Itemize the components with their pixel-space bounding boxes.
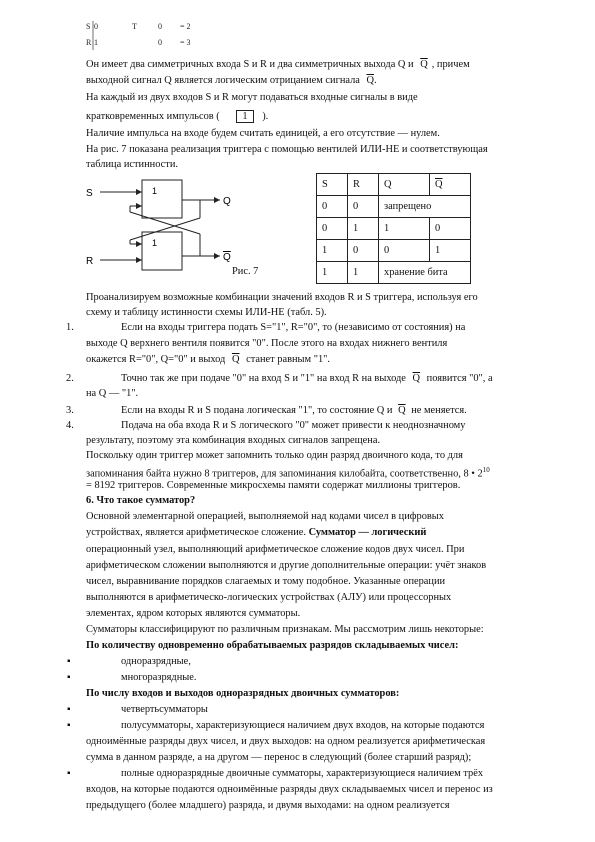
top-table-fragment: S 0 T 0 = 2 — [86, 22, 191, 31]
list-number-4: 4. — [66, 420, 74, 431]
memory-line-3: = 8192 триггеров. Современные микросхемы памяти содержат миллионы триггеров. — [86, 480, 461, 491]
item4-line-2: результату, поэтому эта комбинация входных сигналов запрещена. — [86, 435, 381, 446]
adder-line-7: элементах, ядром которых являются сумматоры. — [86, 608, 301, 619]
bullet-item-5-line-2: входов, на которые подаются одноимённые разряды двух складываемых чисел и перенос из — [86, 784, 493, 795]
q-bar-symbol: $\overline{Q}$ — [412, 373, 421, 384]
list-number-1: 1. — [66, 322, 74, 333]
list-number-2: 2. — [66, 373, 74, 384]
q-bar-symbol: $\overline{Q}$ — [398, 405, 406, 416]
analysis-line-1: Проанализируем возможные комбинации значений входов R и S триггера, используя его — [86, 292, 478, 303]
bullet-item-5-line-1: полные одноразрядные двоичные сумматоры, характеризующиеся наличием трёх — [121, 768, 484, 779]
bullet-icon: ▪ — [67, 704, 71, 715]
item1-line-3: окажется R="0", Q="0" и выход $\overline{Q}$ станет равным "1". — [86, 354, 330, 365]
table-row: 0 1 1 0 — [317, 218, 471, 240]
top-table-fragment-row2: R 1 0 = 3 — [86, 38, 191, 47]
pulse-symbol: 1 — [236, 110, 253, 123]
item2-line-2: на Q — "1". — [86, 388, 139, 399]
bullet-icon: ▪ — [67, 720, 71, 731]
gate-bottom-label: 1 — [152, 238, 158, 248]
intro-line-3: На каждый из двух входов S и R могут подаваться входные сигналы в виде — [86, 92, 418, 103]
q-bar-symbol: $\overline{Q}$ — [366, 75, 375, 86]
top-table-divider — [90, 20, 110, 52]
adder-criterion-2: По числу входов и выходов одноразрядных двоичных сумматоров: — [86, 688, 400, 699]
bullet-item-4-line-2: одноимённые разряды двух чисел, и двух выходов: на одном реализуется арифметическая — [86, 736, 486, 747]
intro-line-5: Наличие импульса на входе будем считать единицей, а его отсутствие — нулем. — [86, 128, 440, 139]
adder-line-4: арифметическом сложении выполняются и другие дополнительные операции: учёт знаков — [86, 560, 487, 571]
header-s: S — [317, 174, 348, 196]
adder-line-3: операционный узел, выполняющий арифметическое сложение кодов двух чисел. При — [86, 544, 465, 555]
adder-term: Сумматор — логический — [308, 527, 427, 538]
item3-line-1: Если на входы R и S подана логическая "1", то состояние Q и $\overline{Q}$ не меняется. — [121, 405, 467, 416]
intro-line-6: На рис. 7 показана реализация триггера с помощью вентилей ИЛИ-НЕ и соответствующая — [86, 144, 488, 155]
bullet-item-1: одноразрядные, — [121, 656, 191, 667]
memory-line-2: запоминания байта нужно 8 триггеров, для запоминания килобайта, соответственно, 8 • $2^{10}$ — [86, 466, 490, 480]
output-qbar-label: Q — [223, 252, 231, 263]
table-row: 1 0 0 1 — [317, 240, 471, 262]
item4-line-1: Подача на оба входа R и S логического "0" может привести к неоднозначному — [121, 420, 466, 431]
bullet-item-3: четвертьсумматоры — [121, 704, 208, 715]
adder-line-5: чисел, выравнивание порядков слагаемых и тому подобное. Указанные операции — [86, 576, 446, 587]
q-bar-symbol: $\overline{Q}$ — [420, 59, 428, 70]
q-bar-symbol: $\overline{Q}$ — [231, 354, 240, 365]
bullet-item-4-line-3: сумма в данном разряде, а на другом — перенос в следующий (более старший разряд); — [86, 752, 472, 763]
memory-line-1: Поскольку один триггер может запомнить только один разряд двоичного кода, то для — [86, 450, 463, 461]
output-q-label: Q — [223, 196, 231, 207]
table-row: 1 1 хранение бита — [317, 262, 471, 284]
bullet-item-4-line-1: полусумматоры, характеризующиеся наличием двух входов, на которые подаются — [121, 720, 485, 731]
item1-line-1: Если на входы триггера подать S="1", R="0", то (независимо от состояния) на — [121, 322, 466, 333]
header-r: R — [348, 174, 379, 196]
intro-line-1: Он имеет два симметричных входа S и R и два симметричных выхода Q и $\overline{Q}$ , причем — [86, 59, 470, 70]
input-s-label: S — [86, 188, 93, 199]
truth-table-header — [317, 174, 471, 196]
bullet-item-5-line-3: предыдущего (более младшего) разряда, и двумя выходами: на одном реализуется — [86, 800, 450, 811]
bullet-icon: ▪ — [67, 768, 71, 779]
adder-line-8: Сумматоры классифицируют по различным признакам. Мы рассмотрим лишь некоторые: — [86, 624, 484, 635]
adder-line-1: Основной элементарной операцией, выполняемой над кодами чисел в цифровых — [86, 511, 444, 522]
item1-line-2: выходе Q верхнего вентиля появится "0". После этого на входах нижнего вентиля — [86, 338, 448, 349]
item2-line-1: Точно так же при подаче "0" на вход S и "1" на вход R на выходе $\overline{Q}$ появится "0", а — [121, 373, 493, 384]
table-row: 0 0 запрещено — [317, 196, 471, 218]
header-q: Q — [379, 174, 430, 196]
adder-criterion-1: По количеству одновременно обрабатываемых разрядов складываемых чисел: — [86, 640, 459, 651]
list-number-3: 3. — [66, 405, 74, 416]
adder-line-2: устройствах, является арифметическое сложение. Сумматор — логический — [86, 527, 427, 538]
gate-top-label: 1 — [152, 186, 158, 196]
section-heading: 6. Что такое сумматор? — [86, 495, 196, 506]
bullet-icon: ▪ — [67, 672, 71, 683]
intro-line-7: таблица истинности. — [86, 159, 178, 170]
header-q-bar: $\overline{Q}$ — [430, 174, 471, 196]
bullet-item-2: многоразрядные. — [121, 672, 197, 683]
truth-table — [316, 173, 471, 284]
adder-line-6: выполняются в арифметическо-логических устройствах (АЛУ) или процессорных — [86, 592, 452, 603]
intro-line-2: выходной сигнал Q является логическим отрицанием сигнала $\overline{Q}$. — [86, 75, 377, 86]
figure-caption: Рис. 7 — [232, 266, 259, 277]
input-r-label: R — [86, 256, 94, 267]
bullet-icon: ▪ — [67, 656, 71, 667]
intro-line-4: кратковременных импульсов ( 1 ). — [86, 111, 269, 122]
analysis-line-2: схему и таблицу истинности схемы ИЛИ-НЕ (табл. 5). — [86, 307, 327, 318]
